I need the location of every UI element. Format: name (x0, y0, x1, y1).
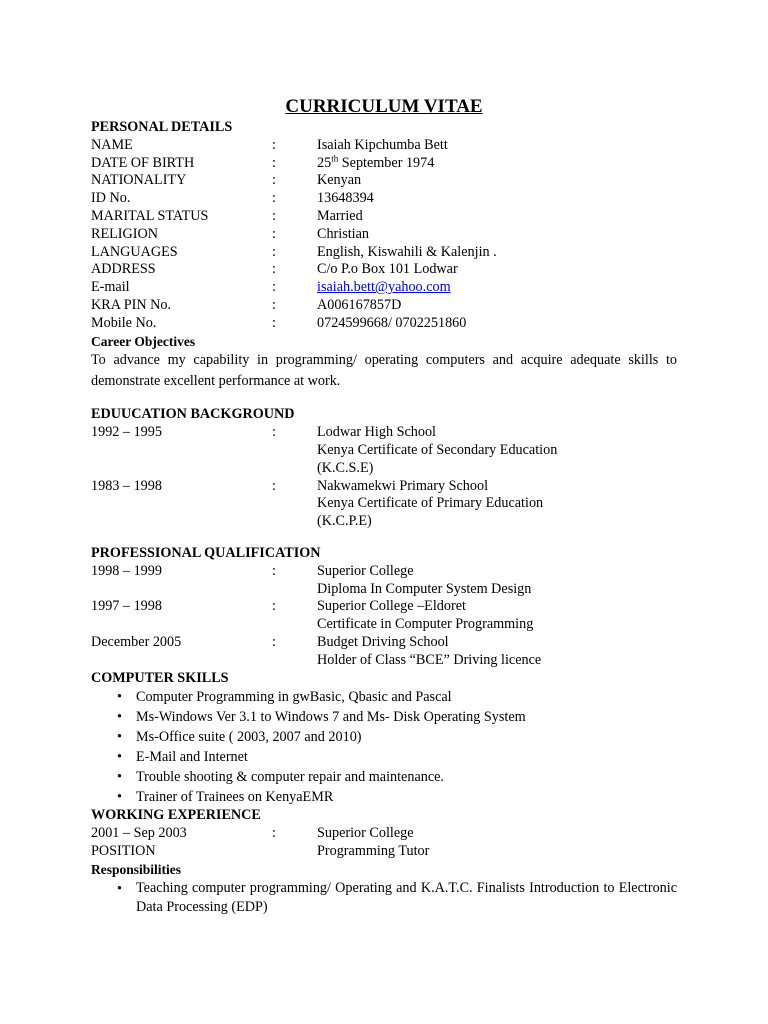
list-item: • E-Mail and Internet (91, 747, 677, 767)
list-item: • Ms-Office suite ( 2003, 2007 and 2010) (91, 727, 677, 747)
education-certificate: Kenya Certificate of Secondary Education (317, 441, 558, 458)
colon: : (272, 154, 276, 171)
bullet-icon: • (117, 880, 122, 897)
bullet-icon: • (117, 769, 122, 786)
colon: : (272, 424, 276, 441)
education-school: Lodwar High School (317, 424, 437, 441)
colon: : (272, 261, 276, 278)
professional-years: 1997 – 1998 (91, 598, 162, 615)
responsibilities-heading: Responsibilities (91, 861, 182, 877)
value-marital: Married (317, 207, 363, 224)
education-entry (91, 424, 677, 477)
colon: : (272, 136, 276, 153)
education-abbrev: (K.C.P.E) (317, 513, 372, 530)
professional-years: 1998 – 1999 (91, 562, 162, 579)
value-email (317, 279, 677, 297)
professional-years: December 2005 (91, 633, 182, 650)
dob-day: 25 (317, 154, 332, 171)
personal-row-name (91, 137, 677, 155)
work-period: 2001 – Sep 2003 (91, 825, 187, 842)
label-nationality: NATIONALITY (91, 172, 187, 189)
dob-rest: September 1974 (338, 154, 435, 171)
colon: : (272, 296, 276, 313)
professional-award: Holder of Class “BCE” Driving licence (317, 651, 542, 668)
personal-row-kra (91, 297, 677, 315)
value-kra: A006167857D (317, 296, 402, 313)
professional-award: Certificate in Computer Programming (317, 616, 534, 633)
professional-heading: PROFESSIONAL QUALIFICATION (91, 544, 321, 561)
personal-row-marital (91, 208, 677, 226)
education-years: 1992 – 1995 (91, 424, 162, 441)
education-entry (91, 478, 677, 531)
value-dob (317, 152, 677, 173)
personal-row-address (91, 261, 677, 279)
professional-entry (91, 598, 677, 634)
colon: : (272, 279, 276, 296)
label-dob: DATE OF BIRTH (91, 154, 195, 171)
colon: : (272, 225, 276, 242)
email-link[interactable]: isaiah.bett@yahoo.com (317, 279, 451, 296)
label-languages: LANGUAGES (91, 243, 178, 260)
value-id: 13648394 (317, 190, 374, 207)
computer-skills-heading: COMPUTER SKILLS (91, 669, 229, 686)
professional-entry (91, 563, 677, 599)
personal-row-id (91, 190, 677, 208)
label-marital: MARITAL STATUS (91, 207, 209, 224)
bullet-icon: • (117, 689, 122, 706)
label-religion: RELIGION (91, 225, 158, 242)
education-certificate: Kenya Certificate of Primary Education (317, 495, 544, 512)
professional-award: Diploma In Computer System Design (317, 580, 532, 597)
label-address: ADDRESS (91, 261, 156, 278)
personal-row-religion (91, 226, 677, 244)
cv-content (91, 95, 677, 917)
personal-row-mobile (91, 315, 677, 333)
value-nationality: Kenyan (317, 172, 362, 189)
value-mobile: 0724599668/ 0702251860 (317, 314, 467, 331)
colon: : (272, 562, 276, 579)
label-email: E-mail (91, 279, 130, 296)
personal-row-email (91, 279, 677, 297)
responsibilities-list (91, 879, 677, 917)
colon: : (272, 477, 276, 494)
label-kra: KRA PIN No. (91, 296, 172, 313)
education-years: 1983 – 1998 (91, 477, 162, 494)
colon: : (272, 598, 276, 615)
value-address: C/o P.o Box 101 Lodwar (317, 261, 458, 278)
personal-row-dob (91, 152, 677, 173)
value-name: Isaiah Kipchumba Bett (317, 136, 448, 153)
bullet-icon: • (117, 729, 122, 746)
professional-institution: Budget Driving School (317, 633, 449, 650)
computer-skills-list (91, 687, 677, 807)
work-position-label: POSITION (91, 842, 156, 859)
colon: : (272, 172, 276, 189)
list-item: • Trainer of Trainees on KenyaEMR (91, 787, 677, 807)
colon: : (272, 825, 276, 842)
list-item: • Ms-Windows Ver 3.1 to Windows 7 and Ms- Disk Operating System (91, 707, 677, 727)
work-employer: Superior College (317, 825, 414, 842)
professional-entry (91, 634, 677, 670)
work-row-period (91, 825, 677, 843)
personal-details-heading: PERSONAL DETAILS (91, 119, 233, 135)
dob-suffix: th (331, 152, 339, 163)
work-position-value: Programming Tutor (317, 842, 430, 859)
professional-institution: Superior College –Eldoret (317, 598, 466, 615)
label-name: NAME (91, 136, 133, 153)
professional-institution: Superior College (317, 562, 414, 579)
personal-row-languages (91, 244, 677, 262)
colon: : (272, 243, 276, 260)
career-objectives-text: To advance my capability in programming/ operating computers and acquire adequate skills to demonstrate excellent performance at work. (91, 352, 677, 390)
career-objectives-heading: Career Objectives (91, 333, 196, 349)
colon: : (272, 633, 276, 650)
list-item: • Teaching computer programming/ Operating and K.A.T.C. Finalists Introduction to Electronic Data Processing (EDP) (91, 879, 677, 917)
value-languages: English, Kiswahili & Kalenjin . (317, 243, 497, 260)
colon: : (272, 207, 276, 224)
colon: : (272, 190, 276, 207)
bullet-icon: • (117, 749, 122, 766)
personal-row-nationality (91, 172, 677, 190)
list-item: • Computer Programming in gwBasic, Qbasic and Pascal (91, 687, 677, 707)
document-title: CURRICULUM VITAE (285, 96, 483, 117)
education-abbrev: (K.C.S.E) (317, 459, 374, 476)
working-experience-heading: WORKING EXPERIENCE (91, 807, 261, 824)
bullet-icon: • (117, 709, 122, 726)
label-mobile: Mobile No. (91, 314, 157, 331)
education-school: Nakwamekwi Primary School (317, 477, 489, 494)
list-item: • Trouble shooting & computer repair and maintenance. (91, 767, 677, 787)
colon: : (272, 314, 276, 331)
label-id: ID No. (91, 190, 131, 207)
work-row-position (91, 843, 677, 861)
value-religion: Christian (317, 225, 370, 242)
education-heading: EDUUCATION BACKGROUND (91, 406, 295, 423)
bullet-icon: • (117, 789, 122, 806)
